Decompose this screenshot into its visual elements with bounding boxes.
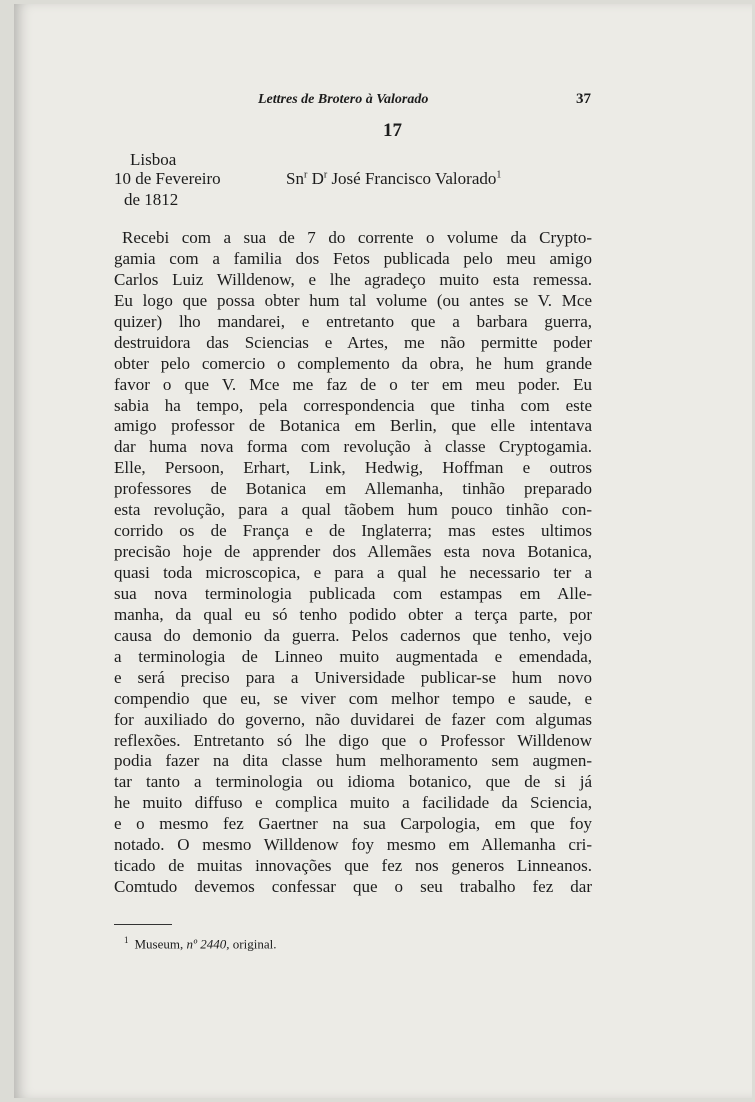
addressee-doctor-sup: r (323, 169, 328, 181)
addressee-name: José Francisco Valorado (327, 169, 497, 188)
letter-body (114, 228, 592, 898)
running-title: Lettres de Brotero à Valorado (258, 92, 429, 107)
body-line: a terminologia de Linneo muito augmentada e emendada, (114, 646, 592, 666)
letter-date-line2: de 1812 (124, 190, 179, 209)
body-line: for auxiliado do governo, não duvidarei de fazer com algumas (114, 709, 592, 729)
body-line: dar huma nova forma com revolução à classe Cryptogamia. (114, 437, 592, 457)
footnote-number: 1 (124, 935, 129, 945)
body-line: reflexões. Entretanto só lhe digo que o Professor Willdenow (114, 730, 592, 750)
addressee-title: Sn (286, 169, 304, 188)
body-line: destruidora das Sciencias e Artes, me não permitte poder (114, 332, 592, 352)
body-line: sua nova terminologia publicada com estampas em Alle- (114, 583, 592, 603)
body-line: e será preciso para a Universidade publicar-se hum novo (114, 667, 592, 687)
addressee-doctor: D (307, 169, 324, 188)
footnote-text-italic: nº 2440, (186, 936, 230, 952)
body-line: ticado de muitas innovações que fez nos generos Linneanos. (114, 856, 592, 876)
footnote-rule (114, 924, 172, 925)
body-line: precisão hoje de apprender dos Allemães esta nova Botanica, (114, 542, 592, 562)
body-line: amigo professor de Botanica em Berlin, que elle intentava (114, 416, 592, 436)
body-line: quizer) lho mandarei, e entretanto que a barbara guerra, (114, 311, 592, 331)
body-line: corrido os de França e de Inglaterra; mas estes ultimos (114, 521, 592, 541)
body-line: Carlos Luiz Willdenow, e lhe agradeço muito esta remessa. (114, 269, 592, 289)
body-line: e o mesmo fez Gaertner na sua Carpologia, em que foy (114, 814, 592, 834)
body-line: quasi toda microscopica, e para a qual he necessario ter a (114, 563, 592, 582)
body-line: professores de Botanica em Allemanha, tinhão preparado (114, 479, 592, 499)
body-line: podia fazer na dita classe hum melhoramento sem augmen- (114, 751, 592, 771)
footnote-text-pre: Museum, (134, 936, 187, 952)
body-line: esta revolução, para a qual tãobem hum pouco tinhão con- (114, 500, 592, 520)
body-line: favor o que V. Mce me faz de o ter em meu poder. Eu (114, 374, 592, 394)
body-line: manha, da qual eu só tenho podido obter a terça parte, por (114, 604, 592, 624)
footnote-text-post: original. (229, 936, 277, 952)
letter-place: Lisboa (130, 150, 177, 169)
body-line: Comtudo devemos confessar que o seu trabalho fez dar (114, 877, 592, 897)
body-line: notado. O mesmo Willdenow foy mesmo em Allemanha cri- (114, 835, 592, 855)
body-line: compendio que eu, se viver com melhor tempo e saude, e (114, 688, 592, 708)
addressee-title-sup: r (303, 169, 308, 181)
body-line: Eu logo que possa obter hum tal volume (ou antes se V. Mce (114, 290, 592, 310)
body-line: gamia com a familia dos Fetos publicada pelo meu amigo (114, 248, 592, 268)
body-line: tar tanto a terminologia ou idioma botanico, que de si já (114, 772, 592, 792)
body-line: he muito diffuso e complica muito a facilidade da Sciencia, (114, 793, 592, 813)
body-line: Recebi com a sua de 7 do corrente o volume da Crypto- (122, 228, 592, 247)
letter-number: 17 (383, 120, 402, 141)
body-line: Elle, Persoon, Erhart, Link, Hedwig, Hoffman e outros (114, 458, 592, 478)
addressee (286, 169, 501, 189)
body-line: obter pelo comercio o complemento da obra, he hum grande (114, 353, 592, 373)
footnote (124, 935, 276, 952)
body-line: sabia ha tempo, pela correspondencia que tinha com este (114, 395, 592, 415)
footnote-ref: 1 (496, 169, 502, 181)
letter-date-line1: 10 de Fevereiro (114, 169, 221, 188)
page-number: 37 (576, 91, 591, 107)
body-line: causa do demonio da guerra. Pelos cadernos que tenho, vejo (114, 625, 592, 645)
